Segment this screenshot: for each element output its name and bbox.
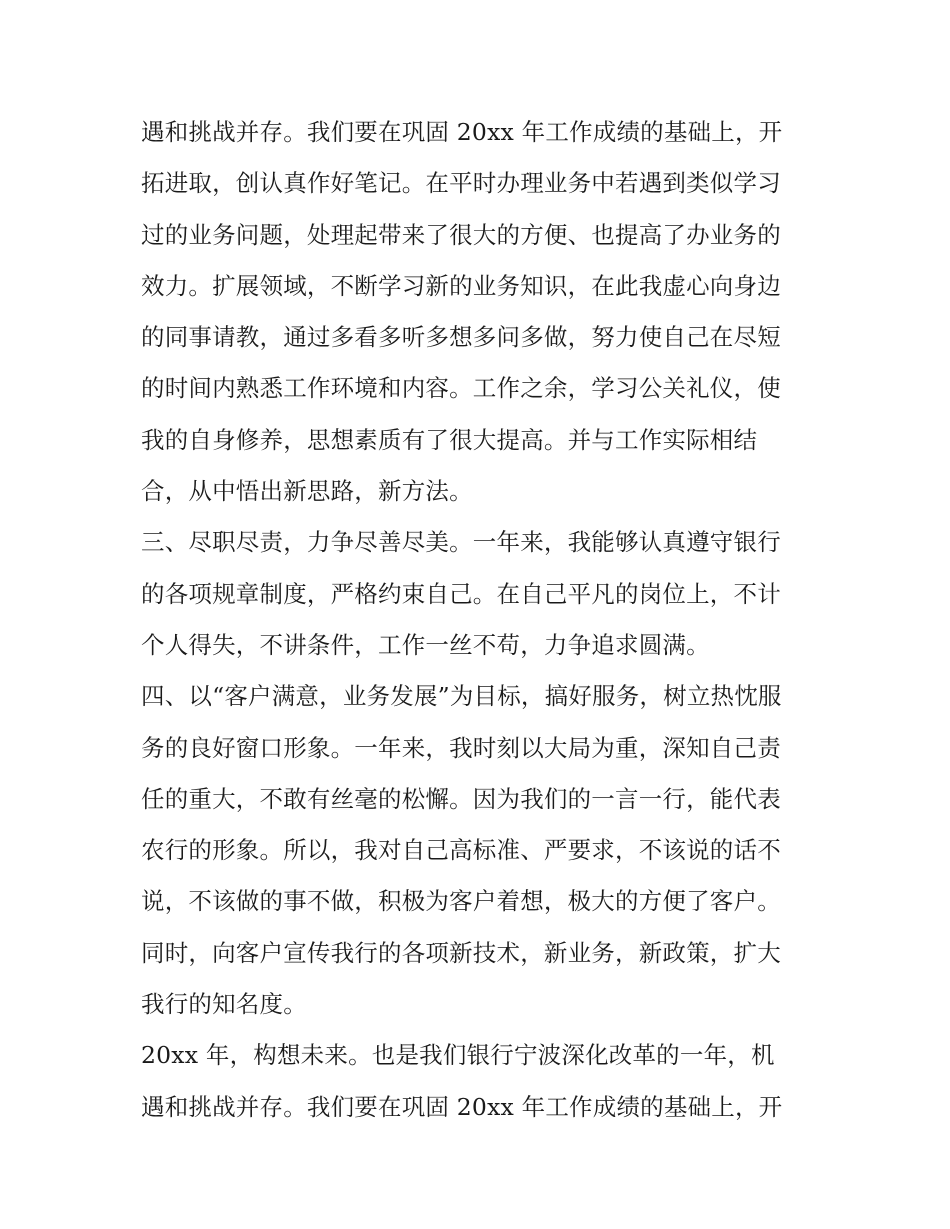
text-line: 三、尽职尽责，力争尽善尽美。一年来，我能够认真遵守银行: [141, 528, 781, 557]
text-line: 过的业务问题，处理起带来了很大的方便、也提高了办业务的: [141, 220, 781, 249]
text-line: 遇和挑战并存。我们要在巩固 20xx 年工作成绩的基础上，开: [141, 1092, 783, 1121]
text-line: 四、以“客户满意，业务发展”为目标，搞好服务，树立热忱服: [141, 682, 782, 711]
text-line: 我行的知名度。: [141, 990, 307, 1019]
text-line: 个人得失，不讲条件，工作一丝不苟，力争追求圆满。: [141, 630, 710, 659]
text-line: 的同事请教，通过多看多听多想多问多做，努力使自己在尽短: [141, 323, 781, 352]
text-line: 拓进取，创认真作好笔记。在平时办理业务中若遇到类似学习: [141, 169, 781, 198]
text-line: 说，不该做的事不做，积极为客户着想，极大的方便了客户。: [141, 887, 781, 916]
text-line: 务的良好窗口形象。一年来，我时刻以大局为重，深知自己责: [141, 733, 781, 762]
text-line: 效力。扩展领域，不断学习新的业务知识，在此我虚心向身边: [141, 271, 781, 300]
text-line: 20xx 年，构想未来。也是我们银行宁波深化改革的一年，机: [141, 1041, 775, 1070]
text-line: 的时间内熟悉工作环境和内容。工作之余，学习公关礼仪，使: [141, 374, 781, 403]
text-line: 农行的形象。所以，我对自己高标准、严要求，不该说的话不: [141, 836, 781, 865]
body-text: [141, 107, 821, 1133]
text-line: 任的重大，不敢有丝毫的松懈。因为我们的一言一行，能代表: [141, 784, 781, 813]
text-line: 我的自身修养，思想素质有了很大提高。并与工作实际相结: [141, 425, 758, 454]
text-line: 同时，向客户宣传我行的各项新技术，新业务，新政策，扩大: [141, 938, 781, 967]
text-line: 合，从中悟出新思路，新方法。: [141, 477, 473, 506]
text-line: 的各项规章制度，严格约束自己。在自己平凡的岗位上，不计: [141, 579, 781, 608]
text-line: 遇和挑战并存。我们要在巩固 20xx 年工作成绩的基础上，开: [141, 118, 783, 146]
